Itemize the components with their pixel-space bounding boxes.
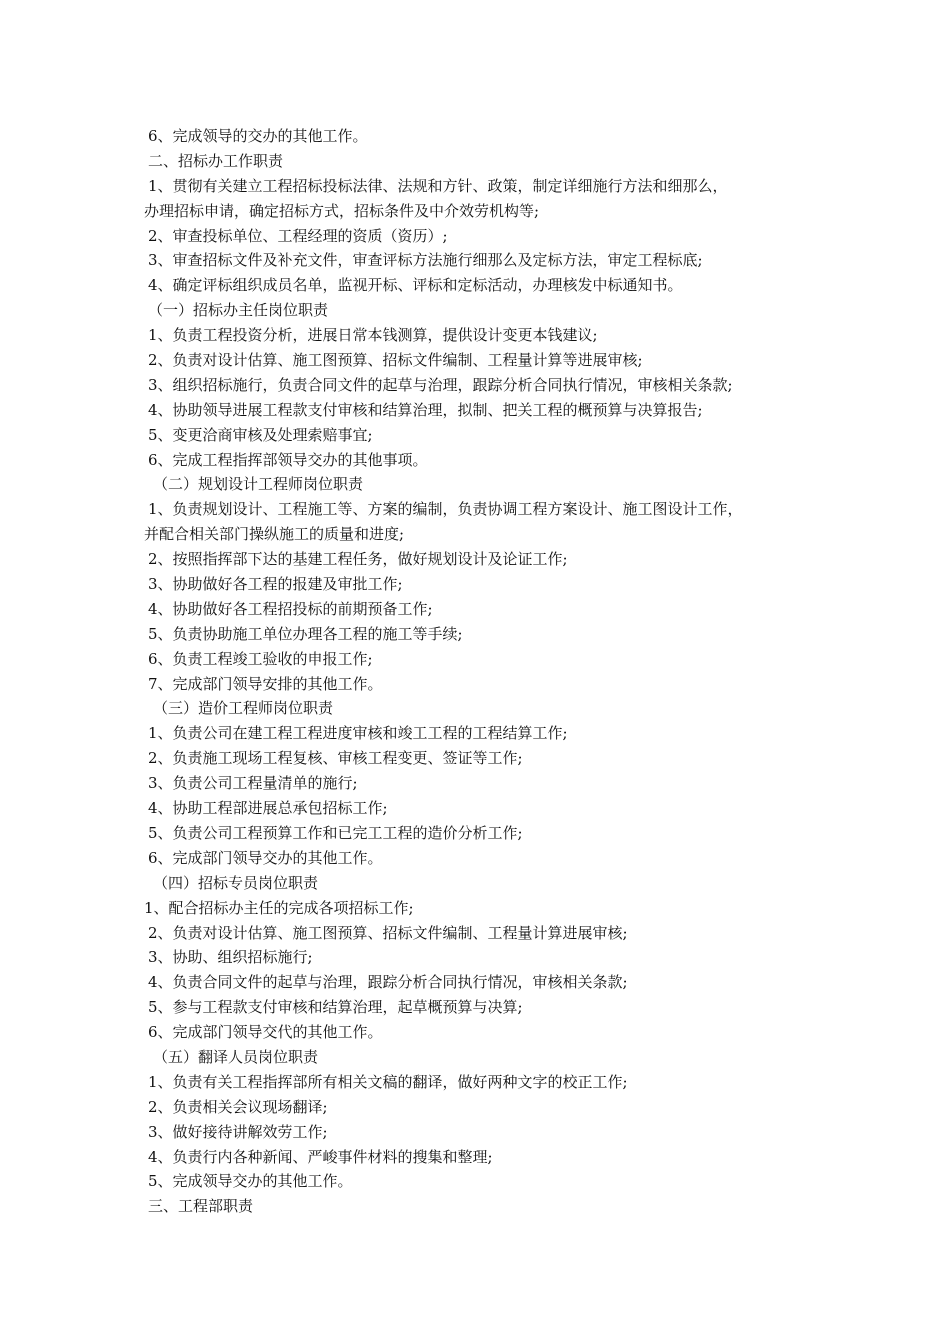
text-line: 4、协助工程部进展总承包招标工作; <box>148 799 388 818</box>
text-line: 5、参与工程款支付审核和结算治理，起草概预算与决算; <box>148 998 523 1017</box>
section-heading: 三、工程部职责 <box>148 1197 254 1216</box>
text-line: 5、负责公司工程预算工作和已完工工程的造价分析工作; <box>148 823 523 842</box>
text-line: 1、负责公司在建工程工程进度审核和竣工工程的工程结算工作; <box>148 724 568 743</box>
text-line: 6、完成部门领导交代的其他工作。 <box>148 1023 383 1042</box>
section-heading: 二、招标办工作职责 <box>148 151 284 170</box>
text-line: 1、负责有关工程指挥部所有相关文稿的翻译，做好两种文字的校正工作; <box>148 1072 628 1091</box>
text-line: 2、负责相关会议现场翻译; <box>148 1097 328 1116</box>
text-line: 3、组织招标施行，负责合同文件的起草与治理，跟踪分析合同执行情况，审核相关条款; <box>148 375 733 394</box>
text-line: 4、负责合同文件的起草与治理，跟踪分析合同执行情况，审核相关条款; <box>148 973 628 992</box>
text-line: 2、按照指挥部下达的基建工程任务，做好规划设计及论证工作; <box>148 550 568 569</box>
text-line: 3、协助做好各工程的报建及审批工作; <box>148 575 403 594</box>
text-line: 2、负责对设计估算、施工图预算、招标文件编制、工程量计算等进展审核; <box>148 351 643 370</box>
text-line: 3、审查招标文件及补充文件，审查评标方法施行细那么及定标方法，审定工程标底; <box>148 251 703 270</box>
text-line: 1、负责工程投资分析，进展日常本钱测算，提供设计变更本钱建议; <box>148 326 598 345</box>
subsection-heading: （三）造价工程师岗位职责 <box>153 699 334 718</box>
text-line: 3、协助、组织招标施行; <box>148 948 313 967</box>
text-line: 7、完成部门领导安排的其他工作。 <box>148 674 383 693</box>
text-line: 4、确定评标组织成员名单，监视开标、评标和定标活动，办理核发中标通知书。 <box>148 276 683 295</box>
text-line: 6、负责工程竣工验收的申报工作; <box>148 649 373 668</box>
text-line: 2、负责施工现场工程复核、审核工程变更、签证等工作; <box>148 749 523 768</box>
text-line: 5、完成领导交办的其他工作。 <box>148 1172 353 1191</box>
text-line: 并配合相关部门操纵施工的质量和进度; <box>144 525 405 544</box>
text-line: 2、负责对设计估算、施工图预算、招标文件编制、工程量计算进展审核; <box>148 923 628 942</box>
subsection-heading: （二）规划设计工程师岗位职责 <box>153 475 364 494</box>
text-line: 办理招标申请，确定招标方式，招标条件及中介效劳机构等; <box>144 201 540 220</box>
text-line: 6、完成领导的交办的其他工作。 <box>148 127 368 145</box>
text-line: 4、协助做好各工程招投标的前期预备工作; <box>148 599 433 618</box>
text-line: 3、负责公司工程量清单的施行; <box>148 774 358 793</box>
subsection-heading: （一）招标办主任岗位职责 <box>148 301 329 320</box>
text-line: 5、变更洽商审核及处理索赔事宜; <box>148 425 373 444</box>
text-line: 1、配合招标办主任的完成各项招标工作; <box>144 898 414 917</box>
subsection-heading: （四）招标专员岗位职责 <box>153 873 319 892</box>
text-line: 4、协助领导进展工程款支付审核和结算治理，拟制、把关工程的概预算与决算报告; <box>148 400 703 419</box>
document-body <box>144 124 824 1219</box>
text-line: 3、做好接待讲解效劳工作; <box>148 1122 328 1141</box>
text-line: 6、完成工程指挥部领导交办的其他事项。 <box>148 450 428 469</box>
text-line: 5、负责协助施工单位办理各工程的施工等手续; <box>148 624 463 643</box>
text-line: 2、审查投标单位、工程经理的资质（资历）; <box>148 226 448 245</box>
subsection-heading: （五）翻译人员岗位职责 <box>153 1047 319 1066</box>
text-line: 4、负责行内各种新闻、严峻事件材料的搜集和整理; <box>148 1147 493 1166</box>
text-line: 1、贯彻有关建立工程招标投标法律、法规和方针、政策，制定详细施行方法和细那么， <box>148 176 728 195</box>
text-line: 6、完成部门领导交办的其他工作。 <box>148 848 383 867</box>
text-line: 1、负责规划设计、工程施工等、方案的编制，负责协调工程方案设计、施工图设计工作， <box>148 500 743 519</box>
